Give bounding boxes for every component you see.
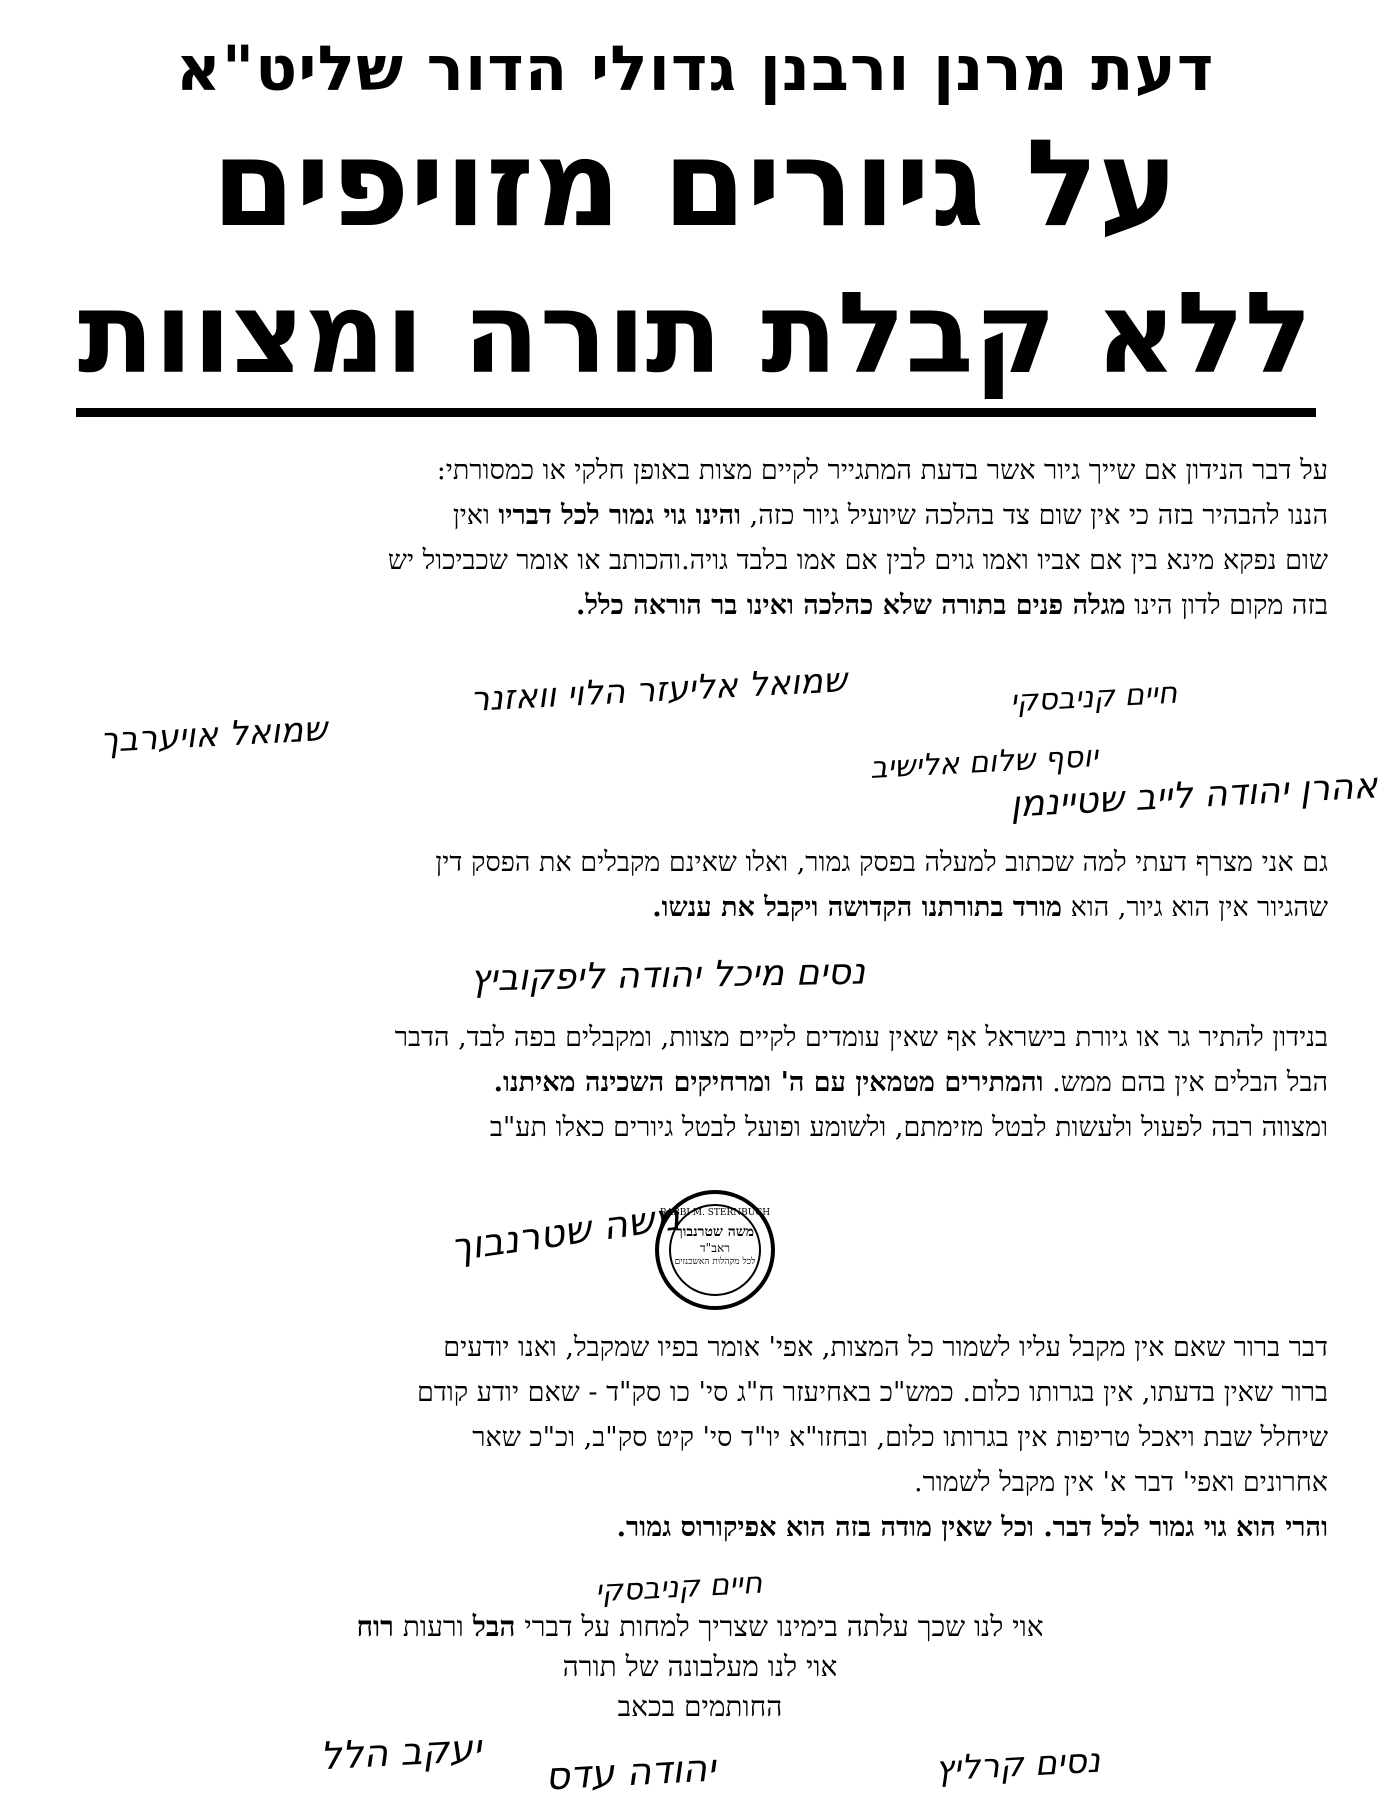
closing-line-3: החותמים בכאב — [617, 1690, 783, 1723]
signature-6: נסים מיכל יהודה ליפקוביץ — [469, 951, 866, 1000]
ruling-1-line-1: על דבר הנידון אם שייך גיור אשר בדעת המתגייר לקיים מצות באופן חלקי או כמסורתי: — [436, 455, 1328, 486]
signature-1: שמואל אויערבך — [99, 709, 329, 761]
headline-line-3: ללא קבלת תורה ומצוות — [77, 269, 1313, 399]
ruling-4-line-2: ברור שאין בדעתו, אין בגרותו כלום. כמש"כ באחיעזר ח"ג סי' כו סק"ד - שאם יודע קודם — [417, 1377, 1328, 1408]
ruling-2-line-2: שהגיור אין הוא גיור, הוא מורד בתורתנו הקדושה ויקבל את ענשו. — [652, 892, 1328, 923]
signature-8: חיים קניבסקי — [594, 1565, 764, 1610]
ruling-1-bold-1: והינו גוי גמור לכל דבריו — [498, 500, 742, 531]
headline-line-1: דעת מרנן ורבנן גדולי הדור שליט"א — [175, 32, 1215, 105]
signature-10: יהודה עדס — [543, 1745, 717, 1799]
ruling-1-bold-2: מגלה פנים בתורה שלא כהלכה ואינו בר הוראה כלל. — [575, 590, 1126, 621]
closing-line-1: אוי לנו שכך עלתה בימינו שצריך למחות על דברי הבל ורעות רוח — [356, 1610, 1044, 1643]
ruling-4-line-4: אחרונים ואפי' דבר א' אין מקבל לשמור. — [914, 1467, 1328, 1498]
signature-4: חיים קניבסקי — [1009, 675, 1179, 720]
ruling-4-line-1: דבר ברור שאם אין מקבל עליו לשמור כל המצות, אפי' אומר בפיו שמקבל, ואנו יודעים — [443, 1332, 1328, 1363]
ruling-1-line-3: שום נפקא מינא בין אם אביו ואמו גוים לבין אם אמו בלבד גויה.והכותב או אומר שכביכול יש — [387, 545, 1328, 576]
stamp-title: ראב"ד — [699, 1241, 731, 1255]
closing-line-2: אוי לנו מעלבונה של תורה — [562, 1650, 838, 1683]
ruling-paragraph-4 — [74, 1325, 1328, 1550]
ruling-2-bold: מורד בתורתנו הקדושה ויקבל את ענשו. — [652, 892, 1063, 923]
ruling-3-line-1: בנידון להתיר גר או גיורת בישראל אף שאין עומדים לקיים מצוות, ומקבלים בפה לבד, הדבר — [394, 1022, 1328, 1053]
ruling-paragraph-2 — [74, 840, 1328, 930]
ruling-2-line-1: גם אני מצרף דעתי למה שכתוב למעלה בפסק גמור, ואלו שאינם מקבלים את הפסק דין — [435, 847, 1328, 878]
signature-7: משה שטרנבוך — [448, 1194, 683, 1270]
stamp-inner-ring — [669, 1204, 761, 1296]
ruling-paragraph-1 — [74, 448, 1328, 628]
ruling-paragraph-3 — [74, 1015, 1328, 1150]
signature-2: שמואל אליעזר הלוי וואזנר — [469, 660, 848, 720]
stamp-english: RABBI M. STERNBUCH — [659, 1208, 771, 1218]
ruling-4-bold: והרי הוא גוי גמור לכל דבר. וכל שאין מודה בזה הוא אפיקורוס גמור. — [616, 1512, 1328, 1543]
headline-divider — [76, 408, 1316, 417]
ruling-4-line-3: שיחלל שבת ויאכל טריפות אין בגרותו כלום, ובחזו"א יו"ד סי' קיט סק"ב, וכ"כ שאר — [472, 1422, 1328, 1453]
headline-line-2: על גיורים מזויפים — [211, 115, 1179, 254]
stamp-name: משה שטרנבוך — [675, 1224, 755, 1240]
ruling-3-line-2: הבל הבלים אין בהם ממש. והמתירים מטמאין עם ה' ומרחיקים השכינה מאיתנו. — [493, 1067, 1328, 1098]
ruling-1-line-2: הננו להבהיר בזה כי אין שום צד בהלכה שיועיל גיור כזה, והינו גוי גמור לכל דבריו ואין — [452, 500, 1328, 531]
signature-5: אהרן יהודה לייב שטיינמן — [1009, 765, 1379, 826]
ruling-3-bold: והמתירים מטמאין עם ה' ומרחיקים השכינה מאיתנו. — [493, 1067, 1044, 1098]
signature-11: יעקב הלל — [318, 1725, 483, 1779]
ruling-3-line-3: ומצווה רבה לפעול ולעשות לבטל מזימתם, ולשומע ופועל לבטל גיורים כאלו תע"ב — [489, 1112, 1328, 1143]
stamp-line: לכל מקהלות האשכנזים — [674, 1257, 756, 1267]
rabbinical-stamp — [655, 1190, 775, 1310]
ruling-1-line-4: בזה מקום לדון הינו מגלה פנים בתורה שלא כהלכה ואינו בר הוראה כלל. — [575, 590, 1328, 621]
signature-9: נסים קרליץ — [934, 1740, 1102, 1790]
signature-3: יוסף שלום אלישיב — [869, 739, 1099, 786]
